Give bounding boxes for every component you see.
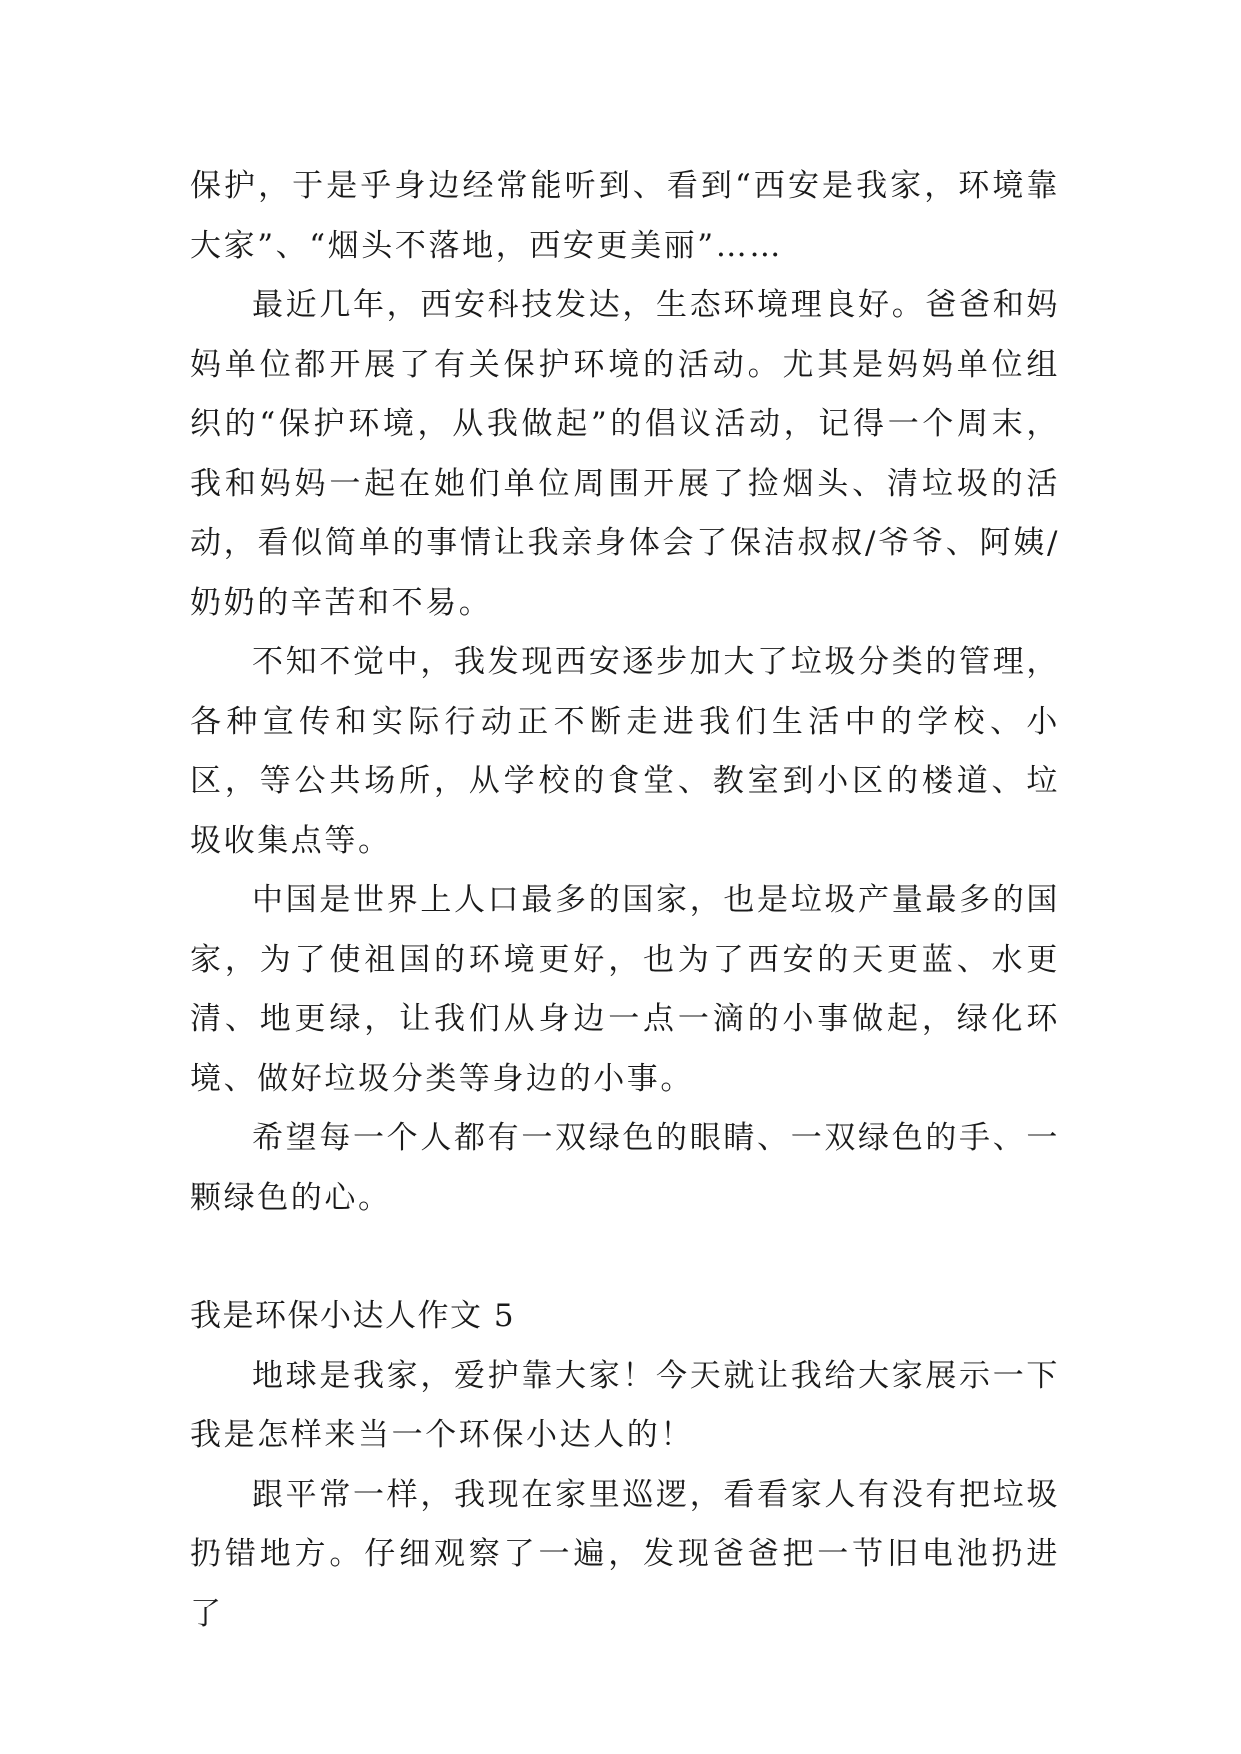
paragraph-7: 跟平常一样，我现在家里巡逻，看看家人有没有把垃圾扔错地方。仔细观察了一遍，发现爸爸把一节旧电池扔进了 [190,1476,1060,1632]
paragraph-1: 保护，于是乎身边经常能听到、看到“西安是我家，环境靠大家”、“烟头不落地，西安更美丽”…… [190,168,1060,264]
paragraph-4: 中国是世界上人口最多的国家，也是垃圾产量最多的国家，为了使祖国的环境更好，也为了西安的天更蓝、水更清、地更绿，让我们从身边一点一滴的小事做起，绿化环境、做好垃圾分类等身边的小事。 [190,882,1060,1097]
paragraph-2: 最近几年，西安科技发达，生态环境理良好。爸爸和妈妈单位都开展了有关保护环境的活动。尤其是妈妈单位组织的“保护环境，从我做起”的倡议活动，记得一个周末，我和妈妈一起在她们单位周围开展了捡烟头、清垃圾的活动，看似简单的事情让我亲身体会了保洁叔叔/爷爷、阿姨/奶奶的辛苦和不易。 [190,287,1060,621]
paragraph-3: 不知不觉中，我发现西安逐步加大了垃圾分类的管理，各种宣传和实际行动正不断走进我们生活中的学校、小区，等公共场所，从学校的食堂、教室到小区的楼道、垃圾收集点等。 [190,644,1060,859]
paragraph-6: 地球是我家，爱护靠大家！今天就让我给大家展示一下我是怎样来当一个环保小达人的！ [190,1357,1060,1453]
document-body [190,157,1060,1644]
paragraph-5: 希望每一个人都有一双绿色的眼睛、一双绿色的手、一颗绿色的心。 [190,1120,1060,1216]
section-title: 我是环保小达人作文 5 [190,1298,516,1334]
